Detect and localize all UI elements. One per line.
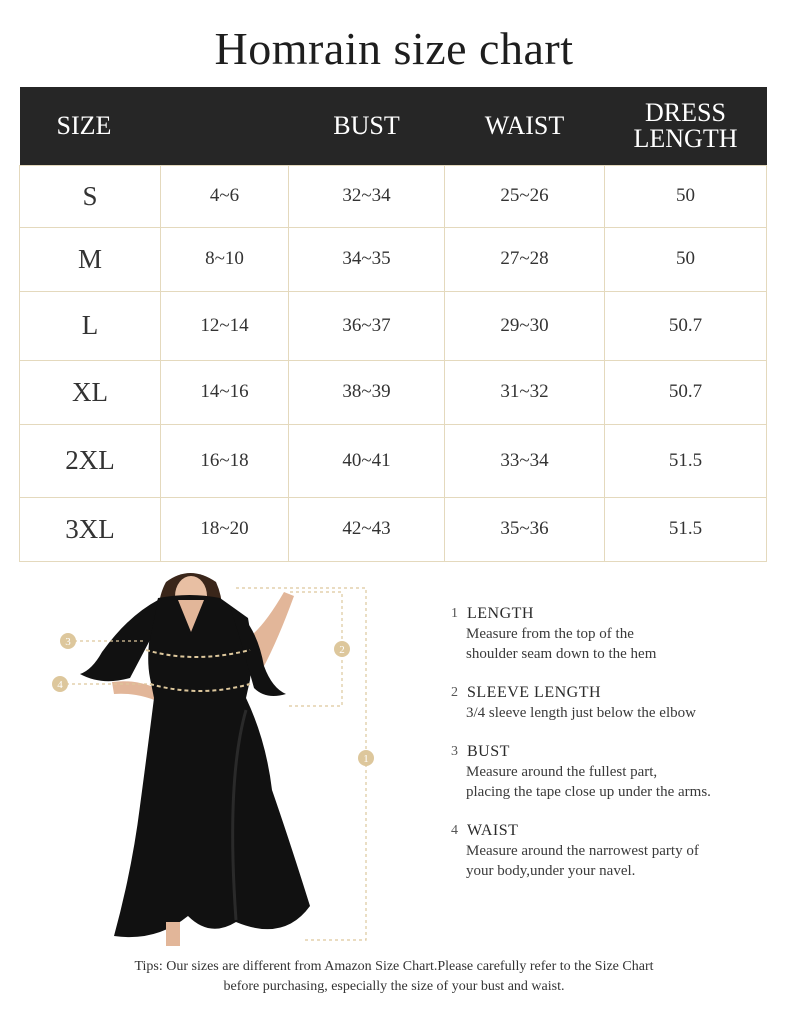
marker-1-label: 1 bbox=[363, 753, 369, 765]
cell-waist: 25~26 bbox=[445, 165, 605, 227]
guide-item-sleeve-length bbox=[444, 683, 774, 723]
cell-bust: 32~34 bbox=[289, 165, 445, 227]
cell-length: 51.5 bbox=[605, 424, 767, 497]
guide-number: 2 bbox=[451, 685, 458, 700]
guide-description: Measure around the narrowest party of your body,under your navel. bbox=[466, 843, 699, 879]
guide-number: 4 bbox=[451, 823, 458, 838]
marker-2-label: 2 bbox=[339, 644, 345, 656]
cell-waist: 33~34 bbox=[445, 424, 605, 497]
cell-length: 50 bbox=[605, 165, 767, 227]
cell-bust: 38~39 bbox=[289, 360, 445, 424]
cell-us-size: 12~14 bbox=[161, 291, 289, 360]
header-us-size bbox=[161, 87, 289, 165]
guide-title: BUST bbox=[467, 743, 510, 760]
cell-bust: 36~37 bbox=[289, 291, 445, 360]
table-row bbox=[20, 227, 767, 291]
header-bust: BUST bbox=[289, 87, 445, 165]
guide-title: LENGTH bbox=[467, 605, 534, 622]
guide-number: 3 bbox=[451, 744, 458, 759]
table-row bbox=[20, 497, 767, 561]
cell-waist: 29~30 bbox=[445, 291, 605, 360]
marker-2 bbox=[334, 641, 350, 657]
table-header-row bbox=[20, 87, 767, 165]
model-legs bbox=[166, 922, 180, 946]
marker-4-label: 4 bbox=[57, 679, 63, 691]
guide-description: Measure from the top of the shoulder seam down to the hem bbox=[466, 626, 657, 662]
cell-us-size: 4~6 bbox=[161, 165, 289, 227]
cell-length: 50.7 bbox=[605, 291, 767, 360]
header-dress-length bbox=[605, 87, 767, 165]
header-size: SIZE bbox=[20, 87, 161, 165]
guide-item-length bbox=[444, 604, 774, 664]
cell-waist: 27~28 bbox=[445, 227, 605, 291]
cell-us-size: 16~18 bbox=[161, 424, 289, 497]
cell-size: S bbox=[20, 165, 161, 227]
table-row bbox=[20, 360, 767, 424]
cell-size: L bbox=[20, 291, 161, 360]
page-title: Homrain size chart bbox=[214, 23, 574, 74]
table-row bbox=[20, 165, 767, 227]
guide-item-waist bbox=[444, 821, 774, 881]
header-dress-length-text: DRESS LENGTH bbox=[633, 97, 738, 153]
guide-description: 3/4 sleeve length just below the elbow bbox=[466, 705, 696, 721]
cell-us-size: 18~20 bbox=[161, 497, 289, 561]
header-waist: WAIST bbox=[445, 87, 605, 165]
dress-measurement-figure bbox=[40, 570, 380, 950]
table-row bbox=[20, 291, 767, 360]
marker-4 bbox=[52, 676, 68, 692]
cell-bust: 34~35 bbox=[289, 227, 445, 291]
measurement-guide bbox=[444, 604, 774, 900]
cell-us-size: 14~16 bbox=[161, 360, 289, 424]
cell-bust: 40~41 bbox=[289, 424, 445, 497]
cell-length: 50.7 bbox=[605, 360, 767, 424]
sleeve-bracket bbox=[286, 592, 342, 706]
guide-item-bust bbox=[444, 742, 774, 802]
cell-bust: 42~43 bbox=[289, 497, 445, 561]
tips-note: Tips: Our sizes are different from Amazon Size Chart.Please carefully refer to the Size Chart before purchasing, especially the size of your bust and waist. bbox=[134, 959, 654, 994]
cell-size: XL bbox=[20, 360, 161, 424]
cell-size: 2XL bbox=[20, 424, 161, 497]
guide-title: WAIST bbox=[467, 822, 519, 839]
guide-description: Measure around the fullest part, placing the tape close up under the arms. bbox=[466, 764, 711, 800]
marker-3 bbox=[60, 633, 76, 649]
cell-length: 51.5 bbox=[605, 497, 767, 561]
size-chart-table bbox=[19, 87, 767, 562]
marker-3-label: 3 bbox=[65, 636, 71, 648]
guide-number: 1 bbox=[451, 606, 458, 621]
guide-title: SLEEVE LENGTH bbox=[467, 684, 602, 701]
cell-length: 50 bbox=[605, 227, 767, 291]
cell-waist: 31~32 bbox=[445, 360, 605, 424]
marker-1 bbox=[358, 750, 374, 766]
cell-size: M bbox=[20, 227, 161, 291]
table-row bbox=[20, 424, 767, 497]
cell-waist: 35~36 bbox=[445, 497, 605, 561]
cell-us-size: 8~10 bbox=[161, 227, 289, 291]
cell-size: 3XL bbox=[20, 497, 161, 561]
